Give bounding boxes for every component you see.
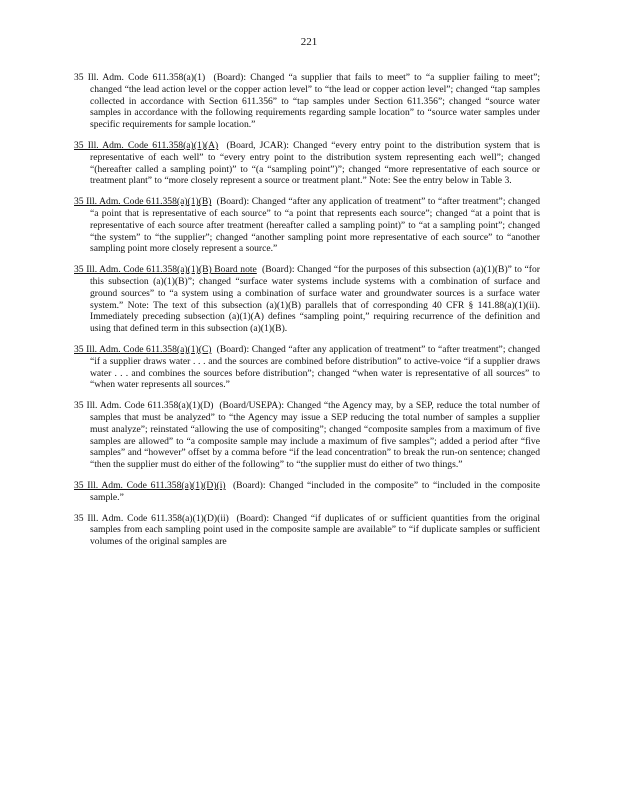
entry-citation: 35 Ill. Adm. Code 611.358(a)(1)(B) <box>74 196 212 208</box>
amendment-entry <box>74 140 540 187</box>
amendment-entry <box>74 196 540 255</box>
amendment-entry <box>74 400 540 471</box>
entry-text: (Board): Changed “for the purposes of this subsection (a)(1)(B)” to “for this subsection (a)(1)(B)”; changed “surface water systems include systems with a combination of surface and ground sources” to “a system using a combination of surface water and groundwater sources is a surface water system.” Note: The text of this subsection (a)(1)(B) parallels that of corresponding 40 CFR § 141.88(a)(1)(ii). Immediately preceding subsection (a)(1)(A) defines “sampling point,” requiring recurrence of the definition and using that defined term in this subsection (a)(1)(B). <box>90 264 540 335</box>
amendment-entry <box>74 344 540 391</box>
entry-text: (Board/USEPA): Changed “the Agency may, by a SEP, reduce the total number of samples that must be analyzed” to “the Agency may issue a SEP reducing the total number of samples a supplier must analyze”; reinstated “allowing the use of compositing”; changed “composite samples from a maximum of five samples are allowed” to “a composite sample may include a maximum of five samples”; added a period after “five samples” and “however” offset by a comma before “if the lead concentration” to break the run-on sentence; changed “then the supplier must do either of the following” to “the supplier must do either of two things.” <box>90 400 541 471</box>
entry-citation: 35 Ill. Adm. Code 611.358(a)(1)(D)(ii) <box>74 512 229 524</box>
page-number: 221 <box>300 36 318 48</box>
entry-citation: 35 Ill. Adm. Code 611.358(a)(1)(A) <box>74 139 219 151</box>
entry-text: (Board): Changed “a supplier that fails to meet” to “a supplier failing to meet”; changed “the lead action level or the copper action level” to “the lead or copper action level”; changed “tap samples collected in accordance with Section 611.356” to “tap samples under Section 611.356”; changed “source water samples in accordance with the following requirements regarding sample location” to “source water samples under specific requirements for sample location.” <box>90 72 541 131</box>
entry-text: (Board, JCAR): Changed “every entry point to the distribution system that is representative of each well” to “every entry point to the distribution system representing each well”; changed “(hereafter called a sampling point)” to “(a “sampling point”)”; changed “more representative of each source or treatment plant” to “more closely represent a source or treatment plant.” Note: See the entry below in Table 3. <box>90 139 541 187</box>
amendment-entry <box>74 480 540 504</box>
amendment-entry <box>74 72 540 131</box>
amendment-notes-list <box>74 72 540 548</box>
entry-text: (Board): Changed “included in the composite” to “included in the composite sample.” <box>90 479 540 503</box>
entry-citation: 35 Ill. Adm. Code 611.358(a)(1)(C) <box>74 343 212 355</box>
entry-text: (Board): Changed “if duplicates of or sufficient quantities from the original samples from each sampling point used in the composite sample are available” to “if duplicate samples or sufficient volumes of the original samples are <box>90 512 541 548</box>
entry-citation: 35 Ill. Adm. Code 611.358(a)(1)(B) Board note <box>74 264 257 276</box>
amendment-entry <box>74 264 540 335</box>
amendment-entry <box>74 513 540 548</box>
entry-citation: 35 Ill. Adm. Code 611.358(a)(1) <box>74 72 206 83</box>
entry-citation: 35 Ill. Adm. Code 611.358(a)(1)(D)(i) <box>74 479 226 491</box>
entry-text: (Board): Changed “after any application of treatment” to “after treatment”; changed “if a supplier draws water . . . and the sources are combined before distribution” to active-voice “if a supplier draws water . . . and combines the sources before distribution”; changed “when water is representative of all sources” to “when water represents all sources.” <box>90 343 541 391</box>
entry-citation: 35 Ill. Adm. Code 611.358(a)(1)(D) <box>74 400 214 412</box>
entry-text: (Board): Changed “after any application of treatment” to “after treatment”; changed “a point that is representative of each source” to “a point that represents each source”; changed “at a point that is representative of each source after treatment (hereafter called a sampling point)” to “at a sampling point”; changed “the system” to “the supplier”; changed “another sampling point more representative of each source” to “another sampling point more closely represent a source.” <box>90 196 541 255</box>
